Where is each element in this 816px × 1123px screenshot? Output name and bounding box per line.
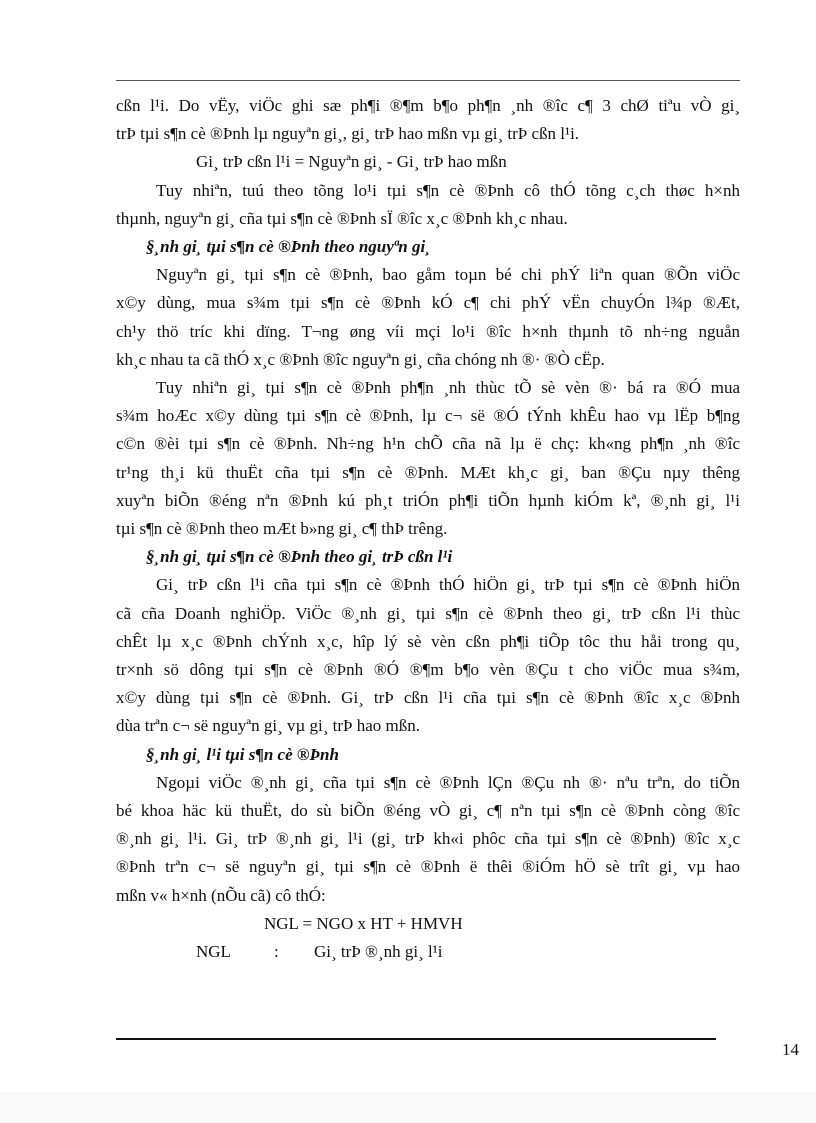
text-line: cßn l¹i. Do vËy, viÖc ghi sæ ph¶i ®¶m b¶o ph¶n ¸nh ®îc c¶ 3 chØ tiªu vÒ gi¸ bbox=[116, 96, 740, 115]
footer-rule bbox=[116, 1038, 716, 1040]
term-separator: : bbox=[274, 942, 279, 962]
text-line: c©n ®èi tµi s¶n cè ®Þnh. Nh÷ng h¹n chÕ cña nã lµ ë chç: kh«ng ph¶n ¸nh ®îc bbox=[116, 434, 740, 454]
section-heading-residual-value: §¸nh gi¸ tµi s¶n cè ®Þnh theo gi¸ trÞ cßn l¹i bbox=[146, 547, 453, 567]
text-line: kh¸c nhau ta cã thÓ x¸c ®Þnh ®îc nguyªn gi¸ cña chóng nh ®· ®Ò cËp. bbox=[116, 349, 605, 369]
text-line: cã cña Doanh nghiÖp. ViÖc ®¸nh gi¸ tµi s¶n cè ®Þnh theo gi¸ trÞ cßn l¹i thùc bbox=[116, 603, 740, 623]
text-line: ®Þnh trªn c¬ së nguyªn gi¸ tµi s¶n cè ®Þnh ë thêi ®iÓm hÖ sè trît gi¸ vµ hao bbox=[116, 857, 740, 877]
term-text: Gi¸ trÞ ®¸nh gi¸ l¹i bbox=[314, 942, 443, 962]
section-heading-revaluation: §¸nh gi¸ l¹i tµi s¶n cè ®Þnh bbox=[146, 744, 339, 764]
text-line: bé khoa häc kü thuËt, do sù biÕn ®éng vÒ gi¸ c¶ nªn tµi s¶n cè ®Þnh còng ®îc bbox=[116, 801, 740, 821]
text-line: Ngoµi viÖc ®¸nh gi¸ cña tµi s¶n cè ®Þnh lÇn ®Çu nh ®· nªu trªn, do tiÕn bbox=[156, 772, 740, 792]
text-line: ®¸nh gi¸ l¹i. Gi¸ trÞ ®¸nh gi¸ l¹i (gi¸ trÞ kh«i phôc cña tµi s¶n cè ®Þnh) ®îc x¸c bbox=[116, 829, 740, 849]
text-line: Tuy nhiªn gi¸ tµi s¶n cè ®Þnh ph¶n ¸nh thùc tÕ sè vèn ®· bá ra ®Ó mua bbox=[156, 378, 740, 398]
text-line: s¾m hoÆc x©y dùng tµi s¶n cè ®Þnh, lµ c¬ së ®Ó tÝnh khÊu hao vµ lËp b¶ng bbox=[116, 406, 740, 426]
formula-revaluation: NGL = NGO x HT + HMVH bbox=[264, 913, 463, 933]
section-heading-original-cost: §¸nh gi¸ tµi s¶n cè ®Þnh theo nguyªn gi¸ bbox=[146, 237, 431, 257]
text-line: Gi¸ trÞ cßn l¹i cña tµi s¶n cè ®Þnh thÓ hiÖn gi¸ trÞ tµi s¶n cè ®Þnh hiÖn bbox=[156, 575, 740, 595]
text-line: thµnh, nguyªn gi¸ cña tµi s¶n cè ®Þnh sÏ ®îc x¸c ®Þnh kh¸c nhau. bbox=[116, 208, 568, 228]
footer-band bbox=[0, 1092, 816, 1123]
text-line: Tuy nhiªn, tuú theo tõng lo¹i tµi s¶n cè ®Þnh cô thÓ tõng c¸ch thøc h×nh bbox=[156, 180, 740, 200]
text-line: tr×nh sö dông tµi s¶n cè ®Þnh ®Ó ®¶m b¶o vèn ®Çu t cho viÖc mua s¾m, bbox=[116, 660, 740, 680]
text-line: x©y dùng, mua s¾m tµi s¶n cè ®Þnh kÓ c¶ chi phÝ vËn chuyÓn l¾p ®Æt, bbox=[116, 293, 740, 313]
formula-residual-value: Gi¸ trÞ cßn l¹i = Nguyªn gi¸ - Gi¸ trÞ hao mßn bbox=[196, 152, 507, 172]
text-line: mßn v« h×nh (nÕu cã) cô thÓ: bbox=[116, 885, 326, 905]
text-line: chÊt lµ x¸c ®Þnh chÝnh x¸c, hîp lý sè vèn cßn ph¶i tiÕp tôc thu håi trong qu¸ bbox=[116, 631, 740, 651]
text-line: dùa trªn c¬ së nguyªn gi¸ vµ gi¸ trÞ hao mßn. bbox=[116, 716, 421, 736]
text-line: trÞ tµi s¶n cè ®Þnh lµ nguyªn gi¸, gi¸ trÞ hao mßn vµ gi¸ trÞ cßn l¹i. bbox=[116, 124, 580, 144]
text-line: Nguyªn gi¸ tµi s¶n cè ®Þnh, bao gåm toµn bé chi phÝ liªn quan ®Õn viÖc bbox=[156, 265, 740, 285]
term-definition bbox=[116, 938, 740, 966]
page-number: 14 bbox=[782, 1040, 799, 1059]
body-text bbox=[116, 92, 740, 966]
text-line: x©y dùng tµi s¶n cè ®Þnh. Gi¸ trÞ cßn l¹i cña tµi s¶n cè ®Þnh ®îc x¸c ®Þnh bbox=[116, 688, 740, 708]
text-line: ch¹y thö tríc khi dïng. T¬ng øng víi mçi lo¹i ®îc h×nh thµnh tõ nh÷ng nguån bbox=[116, 321, 740, 341]
text-line: xuyªn biÕn ®éng nªn ®Þnh kú ph¸t triÓn ph¶i tiÕn hµnh kiÓm kª, ®¸nh gi¸ l¹i bbox=[116, 490, 740, 510]
header-rule bbox=[116, 80, 740, 81]
text-line: tr¹ng th¸i kü thuËt cña tµi s¶n cè ®Þnh. MÆt kh¸c gi¸ ban ®Çu nµy thêng bbox=[116, 462, 740, 482]
term-label: NGL bbox=[196, 942, 231, 962]
text-line: tµi s¶n cè ®Þnh theo mÆt b»ng gi¸ c¶ thÞ trêng. bbox=[116, 519, 448, 539]
